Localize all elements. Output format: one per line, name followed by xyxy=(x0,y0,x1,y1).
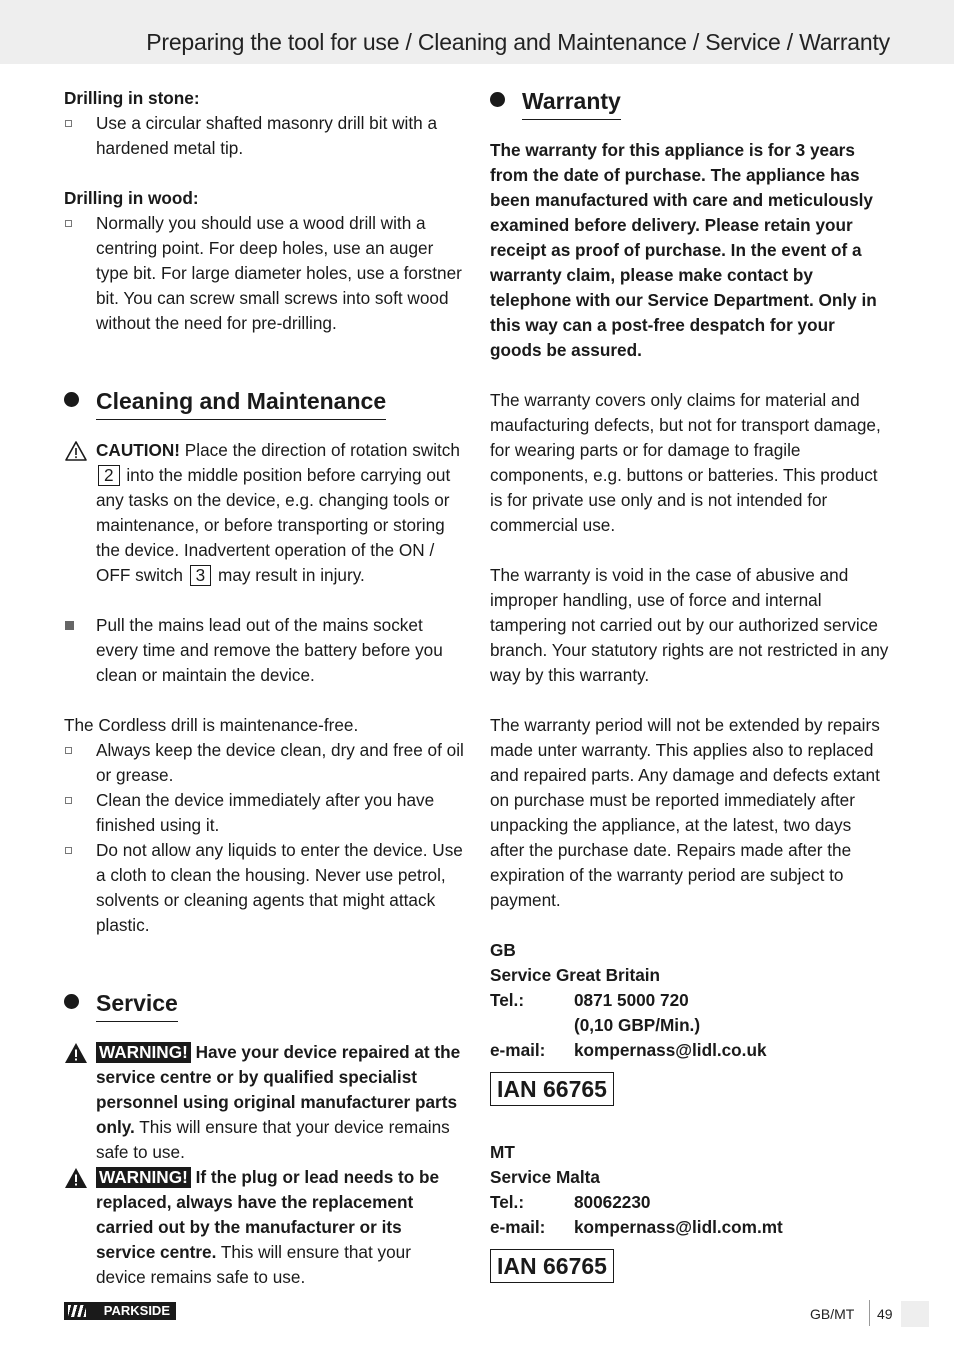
square-bullet-icon xyxy=(65,797,72,804)
list-item xyxy=(64,111,464,161)
cleaning-section-heading xyxy=(64,386,464,426)
rate-row xyxy=(490,1013,890,1038)
bullet-dot-icon xyxy=(490,92,505,107)
warranty-paragraph: The warranty covers only claims for material and maufacturing defects, but not for transport damage, for wearing parts or for damage to fragile components, e.g. buttons or batteries. This product is for private use only and is not intended for commercial use. xyxy=(490,390,881,535)
part-number-box: 3 xyxy=(190,565,212,586)
filled-square-bullet-icon xyxy=(65,621,74,630)
list-item-text: Use a circular shafted masonry drill bit with a hardened metal tip. xyxy=(96,113,438,158)
warning-badge: WARNING! xyxy=(96,1042,191,1063)
telephone-row xyxy=(490,1190,890,1215)
email-row xyxy=(490,1215,890,1240)
email-row xyxy=(490,1038,890,1063)
bullet-dot-icon xyxy=(64,994,79,1009)
section-title: Service xyxy=(96,988,178,1022)
warranty-paragraph: The warranty period will not be extended by repairs made unter warranty. This applies also to replaced and repaired parts. Any damage and defects extant on purchase must be reported immediately after unpacking the appliance, at the latest, two days after the purchase date. Repairs made after the expiration of the warranty period are subject to payment. xyxy=(490,715,880,910)
service-name: Service Great Britain xyxy=(490,965,661,985)
service-name: Service Malta xyxy=(490,1167,600,1187)
square-bullet-icon xyxy=(65,220,72,227)
square-bullet-icon xyxy=(65,120,72,127)
list-item xyxy=(64,838,464,938)
part-number-box: 2 xyxy=(98,465,120,486)
tel-label: Tel.: xyxy=(490,1192,525,1212)
warranty-paragraph: The warranty is void in the case of abusive and improper handling, use of force and internal tampering not carried out by our authorized service branch. Your statutory rights are not restricted in any way by this warranty. xyxy=(490,565,889,685)
section-title: Cleaning and Maintenance xyxy=(96,386,386,420)
caution-text: into the middle position before carrying out any tasks on the device, e.g. changing tools or maintenance, or before transporting or storing the device. Inadvertent operation of the ON / OFF switch xyxy=(96,465,451,585)
caution-note xyxy=(64,438,464,588)
ian-box: IAN 66765 xyxy=(490,1072,614,1106)
country-code: MT xyxy=(490,1142,515,1162)
country-code: GB xyxy=(490,940,516,960)
warranty-intro: The warranty for this appliance is for 3 years from the date of purchase. The appliance has been manufactured with care and meticulously examined before delivery. Please retain your receipt as proof of purchase. In the event of a warranty claim, please make contact by telephone with our Service Department. Only in this way can a post-free despatch for your goods be assured. xyxy=(490,140,877,360)
right-column xyxy=(490,86,890,1283)
caution-text: may result in injury. xyxy=(213,565,365,585)
parkside-logo xyxy=(64,1302,176,1320)
telephone-row xyxy=(490,988,890,1013)
email-address: kompernass@lidl.com.mt xyxy=(574,1217,783,1237)
section-title: Warranty xyxy=(522,86,621,120)
warning-badge: WARNING! xyxy=(96,1167,191,1188)
call-rate: (0,10 GBP/Min.) xyxy=(574,1015,701,1035)
warning-text-bold: Have your device repaired at the service centre or by qualified specialist personnel using original manufacturer parts only. xyxy=(96,1042,461,1137)
telephone-number: 80062230 xyxy=(574,1192,651,1212)
footer-divider xyxy=(869,1300,870,1326)
drilling-stone-heading: Drilling in stone: xyxy=(64,88,200,108)
square-bullet-icon xyxy=(65,847,72,854)
square-bullet-icon xyxy=(65,747,72,754)
warning-triangle-icon xyxy=(64,1167,88,1189)
brand-name: PARKSIDE xyxy=(103,1303,170,1318)
email-label: e-mail: xyxy=(490,1040,546,1060)
list-item-text: Normally you should use a wood drill with a centring point. For deep holes, use an auger type bit. For large diameter holes, use a forstner bit. You can screw small screws into soft wood without the need for pre-drilling. xyxy=(96,213,462,333)
service-section-heading xyxy=(64,988,464,1028)
list-item xyxy=(64,613,464,688)
page-number: 49 xyxy=(877,1306,893,1322)
page-title: Preparing the tool for use / Cleaning and Maintenance / Service / Warranty xyxy=(146,29,890,55)
warning-text: This will ensure that your device remains safe to use. xyxy=(96,1117,450,1162)
tel-label: Tel.: xyxy=(490,990,525,1010)
caution-text: Place the direction of rotation switch xyxy=(180,440,460,460)
warning-triangle-icon xyxy=(64,1042,88,1064)
warning-note xyxy=(64,1040,464,1165)
list-item-text: Do not allow any liquids to enter the device. Use a cloth to clean the housing. Never use petrol, solvents or cleaning agents that might attack plastic. xyxy=(96,840,463,935)
region-code: GB/MT xyxy=(810,1306,855,1322)
warning-note xyxy=(64,1165,464,1290)
list-item xyxy=(64,788,464,838)
list-item-text: Always keep the device clean, dry and free of oil or grease. xyxy=(96,740,464,785)
warning-text-bold: If the plug or lead needs to be replaced, always have the replacement carried out by the manufacturer or its service centre. xyxy=(96,1167,440,1262)
caution-label: CAUTION! xyxy=(96,440,181,460)
list-item xyxy=(64,211,464,336)
drilling-wood-heading: Drilling in wood: xyxy=(64,188,199,208)
email-address: kompernass@lidl.co.uk xyxy=(574,1040,767,1060)
telephone-number: 0871 5000 720 xyxy=(574,990,689,1010)
footer-tab xyxy=(901,1301,929,1327)
email-label: e-mail: xyxy=(490,1217,546,1237)
maintenance-free-text: The Cordless drill is maintenance-free. xyxy=(64,715,359,735)
list-item-text: Pull the mains lead out of the mains socket every time and remove the battery before you clean or maintain the device. xyxy=(96,615,443,685)
list-item-text: Clean the device immediately after you have finished using it. xyxy=(96,790,435,835)
ian-box: IAN 66765 xyxy=(490,1249,614,1283)
warning-text: This will ensure that your device remains safe to use. xyxy=(96,1242,411,1287)
bullet-dot-icon xyxy=(64,392,79,407)
logo-stripes-icon xyxy=(68,1305,86,1317)
list-item xyxy=(64,738,464,788)
caution-triangle-icon xyxy=(64,440,88,462)
warranty-section-heading xyxy=(490,86,890,126)
left-column xyxy=(64,86,464,1290)
